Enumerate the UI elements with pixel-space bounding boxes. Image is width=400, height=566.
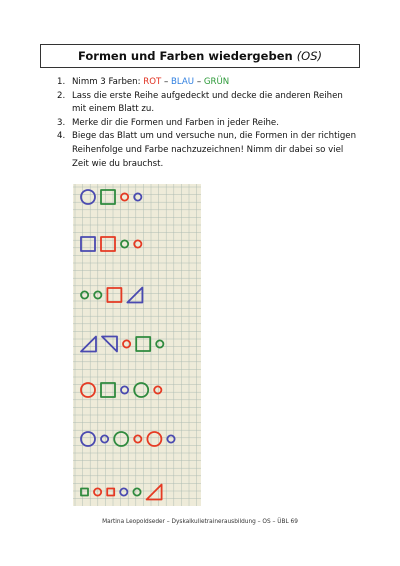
- title-suffix: (OS): [296, 49, 323, 63]
- separator: –: [194, 77, 204, 87]
- color-word-blue: BLAU: [171, 77, 195, 87]
- page-title: Formen und Farben wiedergeben: [77, 49, 293, 63]
- title-box: [40, 44, 360, 68]
- instruction-item-4: [57, 130, 357, 171]
- separator: –: [161, 77, 172, 87]
- item-text: Lass die erste Reihe aufgedeckt und decke die anderen Reihen mit einem Blatt zu.: [72, 90, 343, 115]
- instruction-item-3: [57, 117, 357, 131]
- color-word-green: GRÜN: [203, 77, 230, 87]
- shapes-photo: [73, 184, 201, 506]
- instruction-item-1: [57, 76, 357, 90]
- color-word-red: ROT: [143, 77, 162, 87]
- item-number: 3.: [57, 117, 66, 128]
- instruction-list: [57, 76, 357, 171]
- page-footer: Martina Leopoldseder – Dyskalkulietrainerausbildung – OS – ÜBL 69: [102, 519, 298, 525]
- item-number: 2.: [57, 90, 66, 101]
- instruction-item-2: [57, 90, 357, 117]
- item-number: 4.: [57, 131, 66, 142]
- shapes-grid-drawing: [73, 184, 201, 506]
- item-text: Biege das Blatt um und versuche nun, die Formen in der richtigen Reihenfolge und Farbe nachzuzeichnen! Nimm dir dabei so viel Zeit wie du brauchst.: [72, 131, 357, 169]
- item-text: Nimm 3 Farben:: [72, 77, 144, 87]
- item-number: 1.: [57, 77, 66, 87]
- item-text: Merke dir die Formen und Farben in jeder Reihe.: [72, 117, 279, 128]
